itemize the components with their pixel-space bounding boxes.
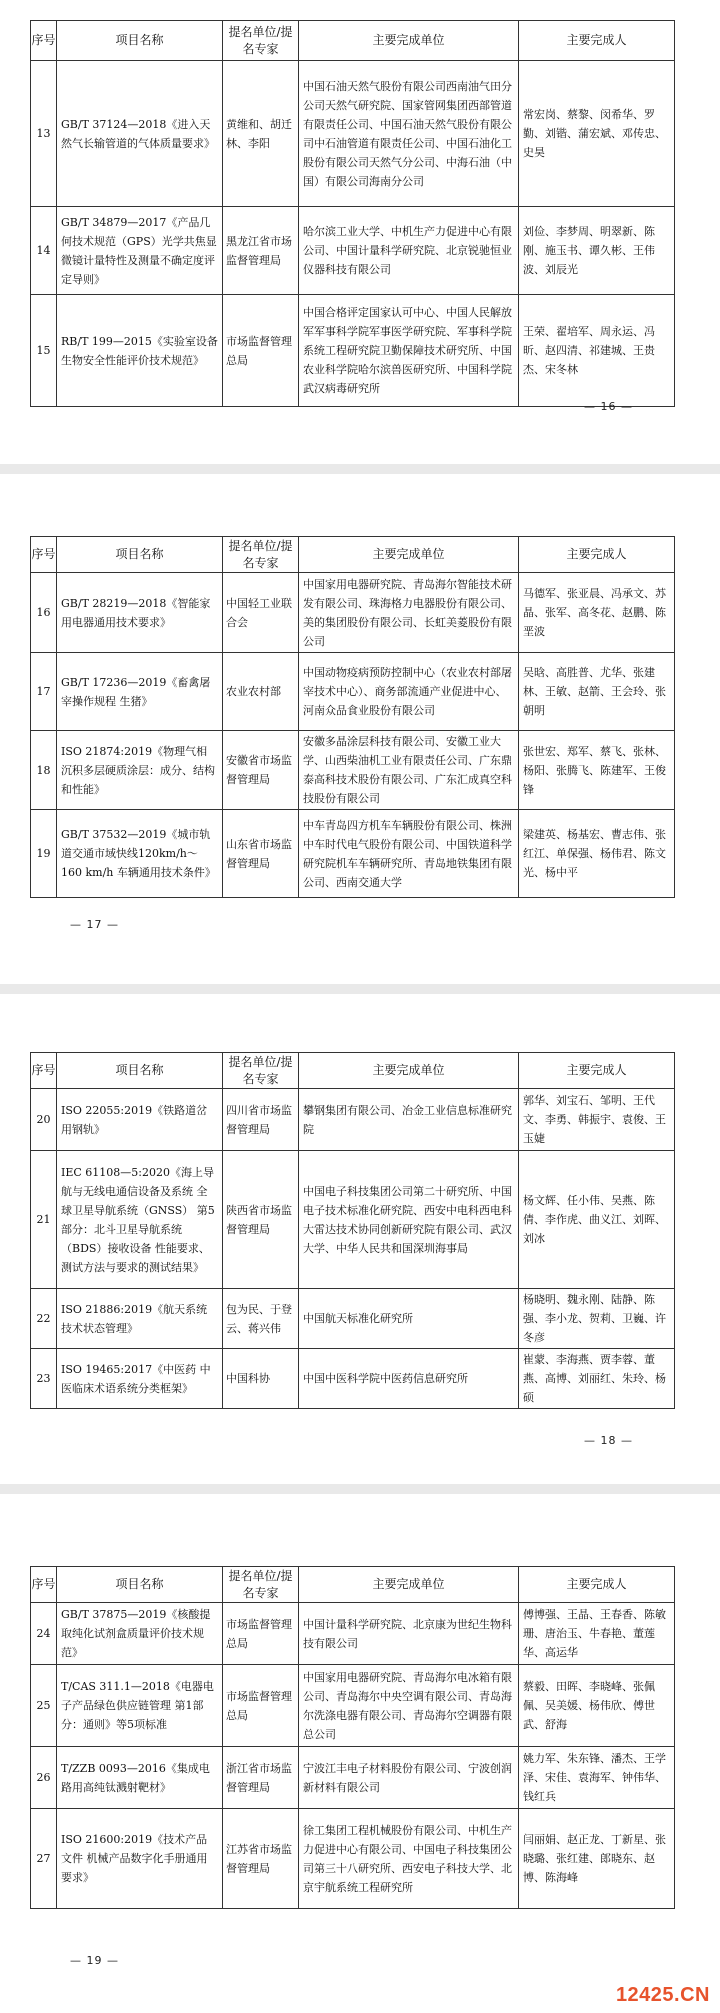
row-nominator: 黑龙江省市场监督管理局 <box>223 207 299 295</box>
row-no: 15 <box>31 295 57 407</box>
row-units: 徐工集团工程机械股份有限公司、中机生产力促进中心有限公司、中国电子科技集团公司第三十八研究所、西安电子科技大学、北京宇航系统工程研究所 <box>299 1809 519 1909</box>
row-project-name: RB/T 199—2015《实验室设备生物安全性能评价技术规范》 <box>57 295 223 407</box>
award-table-page-17 <box>30 536 675 898</box>
header-name: 项目名称 <box>57 21 223 61</box>
row-nominator: 中国轻工业联合会 <box>223 573 299 653</box>
row-nominator: 市场监督管理总局 <box>223 1603 299 1665</box>
row-no: 21 <box>31 1151 57 1289</box>
row-people: 王荣、翟培军、周永运、冯昕、赵四清、祁建城、王贵杰、宋冬林 <box>519 295 675 407</box>
header-people: 主要完成人 <box>519 1053 675 1089</box>
row-nominator: 农业农村部 <box>223 653 299 731</box>
row-no: 23 <box>31 1349 57 1409</box>
header-nominator: 提名单位/提名专家 <box>223 21 299 61</box>
site-watermark: 12425.CN <box>615 1984 710 2006</box>
row-no: 27 <box>31 1809 57 1909</box>
table-row <box>31 1809 675 1909</box>
row-units: 宁波江丰电子材料股份有限公司、宁波创润新材料有限公司 <box>299 1747 519 1809</box>
row-units: 中国计量科学研究院、北京康为世纪生物科技有限公司 <box>299 1603 519 1665</box>
row-project-name: T/CAS 311.1—2018《电器电子产品绿色供应链管理 第1部分：通则》等5项标准 <box>57 1665 223 1747</box>
table-row <box>31 573 675 653</box>
row-units: 中国石油天然气股份有限公司西南油气田分公司天然气研究院、国家管网集团西部管道有限责任公司、中国石油天然气股份有限公司中石油管道有限责任公司、中国石油化工股份有限公司天然气分公司、中海石油（中国）有限公司海南分公司 <box>299 61 519 207</box>
row-units: 哈尔滨工业大学、中机生产力促进中心有限公司、中国计量科学研究院、北京锐驰恒业仪器科技有限公司 <box>299 207 519 295</box>
row-nominator: 包为民、于登云、蒋兴伟 <box>223 1289 299 1349</box>
row-units: 中国电子科技集团公司第二十研究所、中国电子技术标准化研究院、西安中电科西电科大雷达技术协同创新研究院有限公司、武汉大学、中华人民共和国深圳海事局 <box>299 1151 519 1289</box>
row-no: 24 <box>31 1603 57 1665</box>
row-nominator: 陕西省市场监督管理局 <box>223 1151 299 1289</box>
table-row <box>31 295 675 407</box>
row-project-name: GB/T 28219—2018《智能家用电器通用技术要求》 <box>57 573 223 653</box>
row-no: 25 <box>31 1665 57 1747</box>
row-no: 13 <box>31 61 57 207</box>
row-project-name: ISO 19465:2017《中医药 中医临床术语系统分类框架》 <box>57 1349 223 1409</box>
header-name: 项目名称 <box>57 1053 223 1089</box>
row-project-name: GB/T 37124—2018《进入天然气长输管道的气体质量要求》 <box>57 61 223 207</box>
row-units: 中国家用电器研究院、青岛海尔电冰箱有限公司、青岛海尔中央空调有限公司、青岛海尔洗涤电器有限公司、青岛海尔空调器有限总公司 <box>299 1665 519 1747</box>
row-project-name: GB/T 37532—2019《城市轨道交通市域快线120km/h～160 km/h 车辆通用技术条件》 <box>57 810 223 898</box>
header-people: 主要完成人 <box>519 1567 675 1603</box>
row-people: 杨晓明、魏永刚、陆静、陈强、李小龙、贺莉、卫巍、许冬彦 <box>519 1289 675 1349</box>
page-number: — 19 — <box>70 1954 119 1967</box>
award-table-page-16 <box>30 20 675 407</box>
row-nominator: 安徽省市场监督管理局 <box>223 731 299 810</box>
table-row <box>31 653 675 731</box>
row-people: 马德军、张亚晨、冯承文、苏晶、张军、高冬花、赵鹏、陈垩波 <box>519 573 675 653</box>
table-row <box>31 810 675 898</box>
table-row <box>31 1151 675 1289</box>
row-units: 中国航天标准化研究所 <box>299 1289 519 1349</box>
row-units: 中国动物疫病预防控制中心（农业农村部屠宰技术中心）、商务部流通产业促进中心、河南众品食业股份有限公司 <box>299 653 519 731</box>
row-units: 安徽多晶涂层科技有限公司、安徽工业大学、山西柴油机工业有限责任公司、广东鼎泰高科技术股份有限公司、广东汇成真空科技股份有限公司 <box>299 731 519 810</box>
header-name: 项目名称 <box>57 537 223 573</box>
page-18 <box>0 994 720 1484</box>
row-people: 刘俭、李梦周、明翠新、陈刚、施玉书、谭久彬、王伟波、刘辰光 <box>519 207 675 295</box>
header-nominator: 提名单位/提名专家 <box>223 1567 299 1603</box>
header-units: 主要完成单位 <box>299 1053 519 1089</box>
row-units: 中车青岛四方机车车辆股份有限公司、株洲中车时代电气股份有限公司、中国铁道科学研究院机车车辆研究所、青岛地铁集团有限公司、西南交通大学 <box>299 810 519 898</box>
row-nominator: 市场监督管理总局 <box>223 295 299 407</box>
header-nominator: 提名单位/提名专家 <box>223 537 299 573</box>
row-people: 张世宏、郑军、蔡飞、张林、杨阳、张腾飞、陈建军、王俊锋 <box>519 731 675 810</box>
table-header-row <box>31 1053 675 1089</box>
header-no: 序号 <box>31 537 57 573</box>
header-no: 序号 <box>31 21 57 61</box>
row-people: 梁建英、杨基宏、曹志伟、张红江、单保强、杨伟君、陈文光、杨中平 <box>519 810 675 898</box>
row-project-name: IEC 61108—5:2020《海上导航与无线电通信设备及系统 全球卫星导航系统（GNSS） 第5部分：北斗卫星导航系统（BDS）接收设备 性能要求、测试方法与要求的测试结果》 <box>57 1151 223 1289</box>
page-number: — 16 — <box>584 400 633 413</box>
row-no: 14 <box>31 207 57 295</box>
page-19 <box>0 1494 720 2013</box>
row-no: 26 <box>31 1747 57 1809</box>
row-no: 18 <box>31 731 57 810</box>
row-project-name: ISO 21600:2019《技术产品文件 机械产品数字化手册通用要求》 <box>57 1809 223 1909</box>
row-nominator: 浙江省市场监督管理局 <box>223 1747 299 1809</box>
row-people: 吴晗、高胜普、尤华、张建林、王敏、赵箭、王会玲、张朝明 <box>519 653 675 731</box>
page-number: — 17 — <box>70 918 119 931</box>
header-nominator: 提名单位/提名专家 <box>223 1053 299 1089</box>
row-people: 姚力军、朱东锋、潘杰、王学泽、宋佳、袁海军、钟伟华、钱红兵 <box>519 1747 675 1809</box>
table-row <box>31 1089 675 1151</box>
row-units: 攀钢集团有限公司、冶金工业信息标准研究院 <box>299 1089 519 1151</box>
table-row <box>31 1747 675 1809</box>
row-nominator: 黄维和、胡迁林、李阳 <box>223 61 299 207</box>
row-nominator: 中国科协 <box>223 1349 299 1409</box>
header-people: 主要完成人 <box>519 537 675 573</box>
table-row <box>31 1665 675 1747</box>
row-people: 杨文辉、任小伟、吴燕、陈倩、李作虎、曲义江、刘晖、刘冰 <box>519 1151 675 1289</box>
row-project-name: GB/T 37875—2019《核酸提取纯化试剂盒质量评价技术规范》 <box>57 1603 223 1665</box>
header-people: 主要完成人 <box>519 21 675 61</box>
table-header-row <box>31 21 675 61</box>
header-units: 主要完成单位 <box>299 21 519 61</box>
row-no: 19 <box>31 810 57 898</box>
header-name: 项目名称 <box>57 1567 223 1603</box>
page-number: — 18 — <box>584 1434 633 1447</box>
award-table-page-18 <box>30 1052 675 1409</box>
row-no: 20 <box>31 1089 57 1151</box>
table-row <box>31 1603 675 1665</box>
award-table-page-19 <box>30 1566 675 1909</box>
table-header-row <box>31 1567 675 1603</box>
row-people: 闫丽娟、赵正龙、丁新星、张晓璐、张红建、郎晓东、赵博、陈海峰 <box>519 1809 675 1909</box>
row-units: 中国家用电器研究院、青岛海尔智能技术研发有限公司、珠海格力电器股份有限公司、美的集团股份有限公司、长虹美菱股份有限公司 <box>299 573 519 653</box>
row-no: 16 <box>31 573 57 653</box>
header-units: 主要完成单位 <box>299 537 519 573</box>
page-16 <box>0 0 720 464</box>
row-nominator: 山东省市场监督管理局 <box>223 810 299 898</box>
row-no: 22 <box>31 1289 57 1349</box>
row-people: 蔡毅、田晖、李晓峰、张佩佩、吴美媛、杨伟欣、傅世武、舒海 <box>519 1665 675 1747</box>
row-project-name: ISO 21886:2019《航天系统 技术状态管理》 <box>57 1289 223 1349</box>
header-no: 序号 <box>31 1053 57 1089</box>
row-project-name: ISO 22055:2019《铁路道岔用钢轨》 <box>57 1089 223 1151</box>
header-no: 序号 <box>31 1567 57 1603</box>
row-people: 常宏岗、蔡黎、闵希华、罗勤、刘锴、蒲宏斌、邓传忠、史昊 <box>519 61 675 207</box>
table-header-row <box>31 537 675 573</box>
table-row <box>31 61 675 207</box>
row-people: 傅博强、王晶、王春香、陈敏珊、唐治玉、牛春艳、董莲华、高运华 <box>519 1603 675 1665</box>
row-project-name: ISO 21874:2019《物理气相沉积多层硬质涂层：成分、结构和性能》 <box>57 731 223 810</box>
table-row <box>31 207 675 295</box>
row-people: 郭华、刘宝石、邹明、王代文、李勇、韩振宇、袁俊、王玉婕 <box>519 1089 675 1151</box>
row-nominator: 市场监督管理总局 <box>223 1665 299 1747</box>
page-17 <box>0 474 720 984</box>
row-project-name: GB/T 17236—2019《畜禽屠宰操作规程 生猪》 <box>57 653 223 731</box>
row-project-name: GB/T 34879—2017《产品几何技术规范（GPS）光学共焦显微镜计量特性及测量不确定度评定导则》 <box>57 207 223 295</box>
row-people: 崔蒙、李海燕、贾李蓉、董燕、高博、刘丽红、朱玲、杨硕 <box>519 1349 675 1409</box>
header-units: 主要完成单位 <box>299 1567 519 1603</box>
row-nominator: 江苏省市场监督管理局 <box>223 1809 299 1909</box>
table-row <box>31 731 675 810</box>
row-units: 中国中医科学院中医药信息研究所 <box>299 1349 519 1409</box>
row-units: 中国合格评定国家认可中心、中国人民解放军军事科学院军事医学研究院、军事科学院系统工程研究院卫勤保障技术研究所、中国农业科学院哈尔滨兽医研究所、中国科学院武汉病毒研究所 <box>299 295 519 407</box>
row-no: 17 <box>31 653 57 731</box>
table-row <box>31 1349 675 1409</box>
row-nominator: 四川省市场监督管理局 <box>223 1089 299 1151</box>
table-row <box>31 1289 675 1349</box>
row-project-name: T/ZZB 0093—2016《集成电路用高纯钛溅射靶材》 <box>57 1747 223 1809</box>
